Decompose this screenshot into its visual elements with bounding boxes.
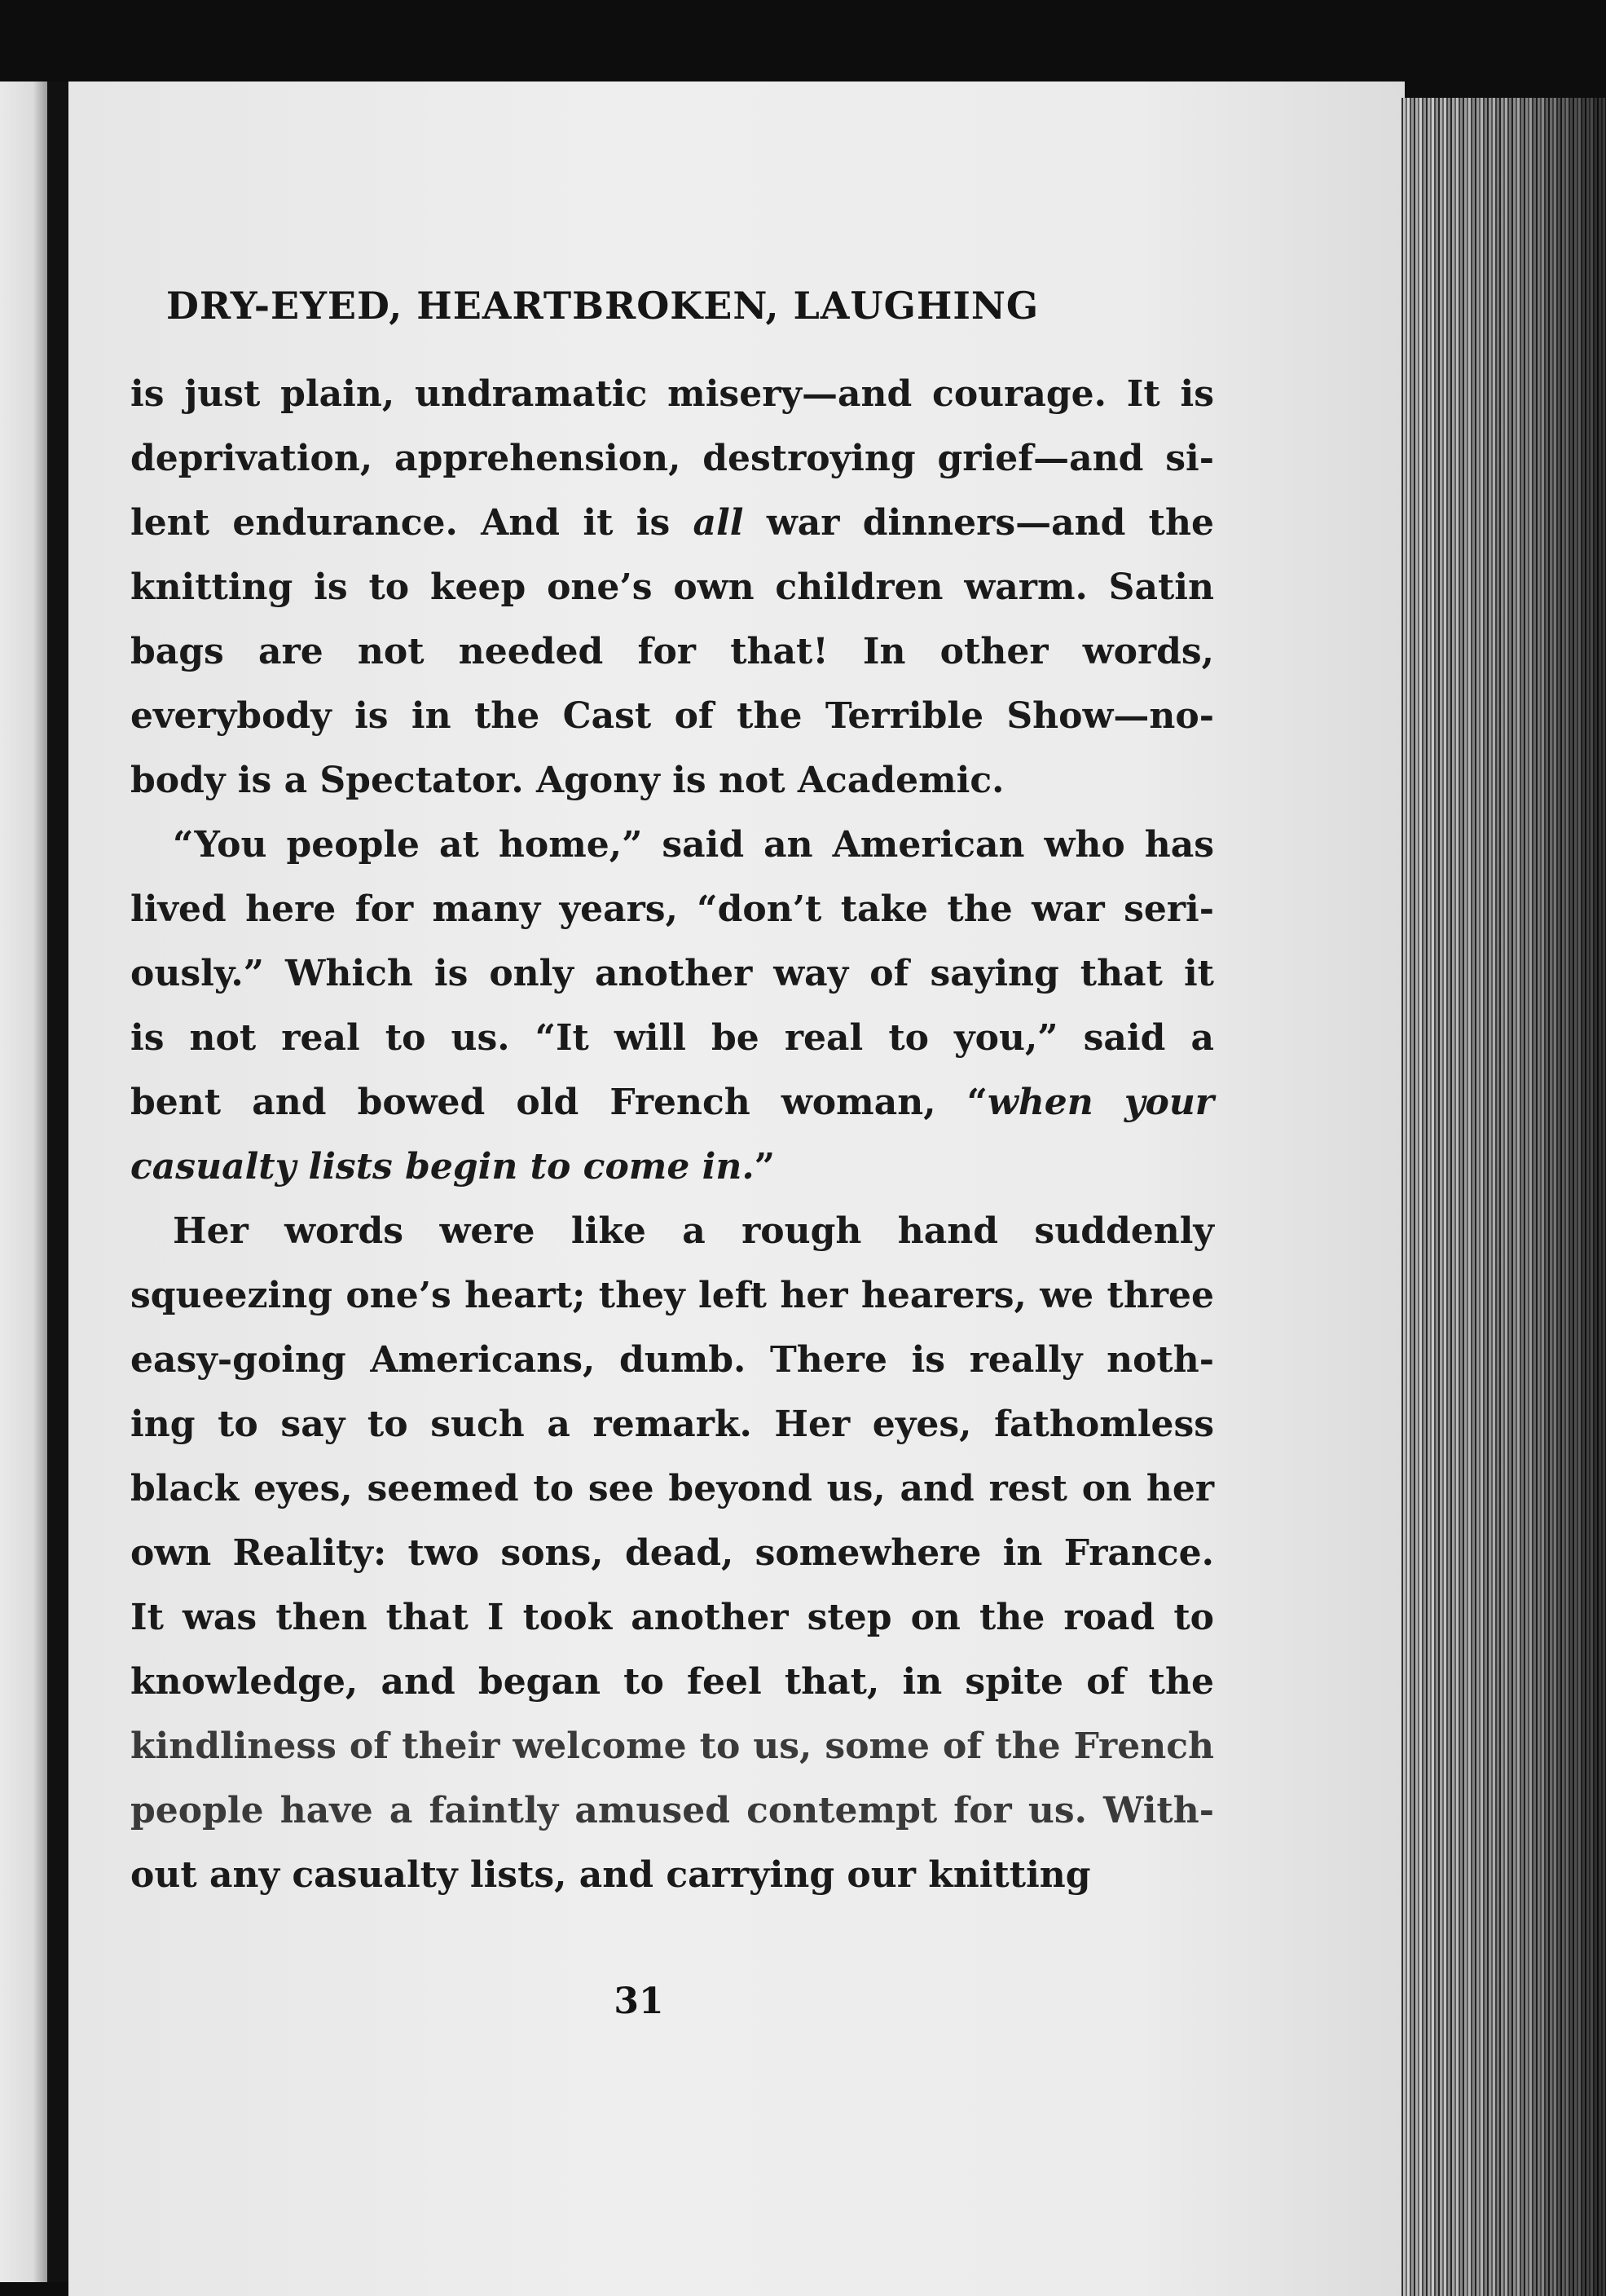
book-page — [68, 82, 1405, 2296]
text-line: body is a Spectator. Agony is not Academic. — [130, 760, 1005, 801]
text-run: war dinners—and the — [743, 502, 1214, 544]
emphasis-text: when your — [987, 1082, 1214, 1123]
text-line — [130, 491, 1214, 555]
text-run: ” — [754, 1146, 775, 1188]
running-head: DRY-EYED, HEARTBROKEN, LAUGHING — [166, 284, 1040, 328]
text-line: is not real to us. “It will be real to you,” said a — [130, 1017, 1214, 1059]
text-line: kindliness of their welcome to us, some of the French — [130, 1725, 1214, 1767]
text-run: lent endurance. And it is — [130, 502, 693, 544]
text-line: Her words were like a rough hand suddenly — [173, 1210, 1214, 1252]
text-line: out any casualty lists, and carrying our knitting — [130, 1854, 1091, 1896]
text-line — [130, 1070, 1214, 1135]
previous-page-edge — [0, 82, 47, 2282]
text-line: knowledge, and began to feel that, in spite of the — [130, 1661, 1214, 1703]
text-line: easy-going Americans, dumb. There is really noth- — [130, 1339, 1214, 1381]
text-line: “You people at home,” said an American who has — [173, 824, 1214, 866]
text-line: people have a faintly amused contempt for us. With- — [130, 1790, 1214, 1831]
text-line: everybody is in the Cast of the Terrible Show—no- — [130, 695, 1214, 737]
book-gutter — [47, 82, 68, 2282]
text-run: bent and bowed old French woman, “ — [130, 1082, 988, 1123]
text-line: lived here for many years, “don’t take the war seri- — [130, 888, 1214, 930]
emphasis-text: casualty lists begin to come in. — [130, 1146, 755, 1188]
text-line: own Reality: two sons, dead, somewhere in France. — [130, 1532, 1214, 1574]
text-line: squeezing one’s heart; they left her hearers, we three — [130, 1275, 1214, 1316]
text-line: is just plain, undramatic misery—and courage. It is — [130, 373, 1214, 415]
text-line: ing to say to such a remark. Her eyes, fathomless — [130, 1404, 1214, 1445]
page-number: 31 — [614, 1981, 664, 2022]
body-text — [130, 362, 1214, 1907]
text-line: black eyes, seemed to see beyond us, and rest on her — [130, 1468, 1214, 1509]
text-line: ously.” Which is only another way of saying that it — [130, 953, 1214, 994]
text-line: deprivation, apprehension, destroying grief—and si- — [130, 438, 1214, 479]
text-line: bags are not needed for that! In other words, — [130, 631, 1214, 672]
page-edges-shadow — [1401, 98, 1606, 2296]
text-line — [130, 1135, 1214, 1199]
text-line: It was then that I took another step on the road to — [130, 1597, 1214, 1638]
emphasis-text: all — [693, 502, 744, 544]
text-line: knitting is to keep one’s own children warm. Satin — [130, 566, 1214, 608]
